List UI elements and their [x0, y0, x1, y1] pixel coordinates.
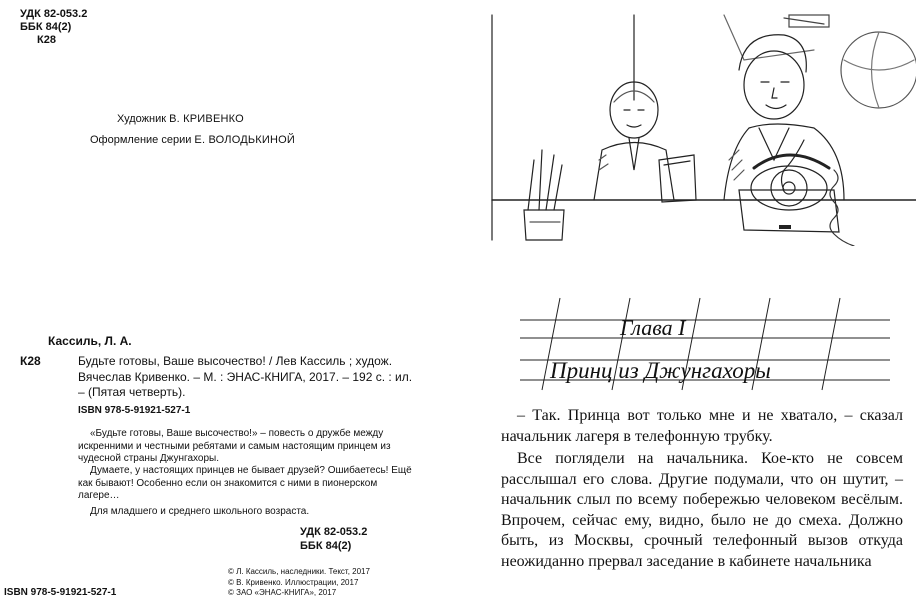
design-role: Оформление серии: [90, 134, 192, 146]
copyright-text: © Л. Кассиль, наследники. Текст, 2017: [228, 567, 370, 576]
bbk-bottom: ББК 84(2): [300, 540, 352, 552]
author-heading: Кассиль, Л. А.: [48, 334, 132, 348]
isbn: ISBN 978-5-91921-527-1: [78, 405, 191, 416]
design-name: Е. ВОЛОДЬКИНОЙ: [194, 134, 295, 146]
code-top: К28: [37, 34, 56, 46]
isbn-bottom: ISBN 978-5-91921-527-1: [4, 587, 117, 598]
artist-credit: [117, 113, 244, 125]
bbk-top: ББК 84(2): [20, 21, 72, 33]
udk-block-bottom: [300, 525, 367, 553]
bibliographic-record: Будьте готовы, Ваше высочество! / Лев Кассиль ; худож. Вячеслав Кривенко. – М. : ЭНАС-КНИГА, 2017. – 192 с. : ил. – (Пятая четверть).: [78, 354, 413, 399]
artist-role: Художник: [117, 113, 167, 125]
annotation-paragraph-3: Для младшего и среднего школьного возраста.: [90, 506, 310, 517]
chapter-heading: [520, 290, 900, 400]
chapter-label: Глава I: [620, 315, 686, 340]
annotation-paragraph-2: Думаете, у настоящих принцев не бывает друзей? Ошибаетесь! Ещё как бывают! Особенно если он знакомится с ними в пионерском лагере…: [78, 465, 412, 501]
annotation-paragraph-1: «Будьте готовы, Ваше высочество!» – повесть о дружбе между искренними и честными ребятами и самым настоящим принцем из чудесной страны Джунгахоры.: [78, 428, 391, 464]
design-credit: [90, 134, 295, 146]
paragraph-2: Все поглядели на начальника. Кое-кто не совсем расслышал его слова. Другие подумали, что он шутит, – начальник слыл по всему побережью человеком весёлым. Впрочем, сейчас ему, видно, было не до смеха. Должно быть, из Москвы, срочный телефонный вызов откуда неожиданно прервал заседание в кабинете начальника: [501, 450, 903, 570]
copyright-block: [228, 567, 370, 599]
copyright-publisher: © ЗАО «ЭНАС-КНИГА», 2017: [228, 588, 337, 597]
classification-code: К28: [20, 354, 41, 368]
artist-name: В. КРИВЕНКО: [169, 113, 244, 125]
udk-block-top: [20, 8, 87, 47]
copyright-illustrations: © В. Кривенко. Иллюстрации, 2017: [228, 577, 359, 587]
udk-top: УДК 82-053.2: [20, 8, 88, 20]
chapter-body: [501, 406, 903, 572]
slant-line: [822, 298, 840, 390]
chapter-illustration: [484, 10, 916, 246]
udk-bottom: УДК 82-053.2: [300, 526, 368, 538]
chapter-title: Принц из Джунгахоры: [550, 358, 771, 383]
paragraph-1: – Так. Принца вот только мне и не хватало, – сказал начальник лагеря в телефонную трубку.: [501, 407, 903, 445]
